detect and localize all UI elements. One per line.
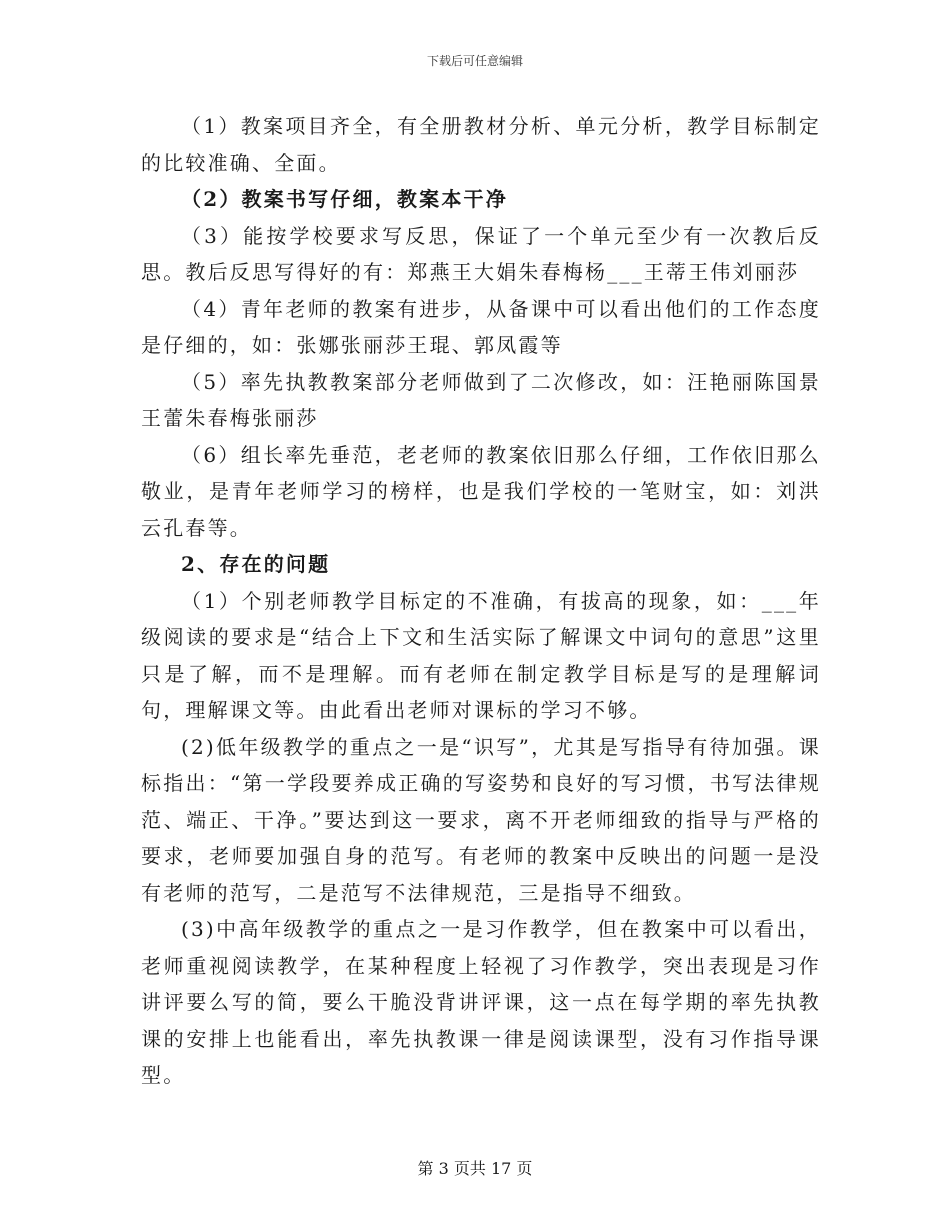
paragraph-6: （6）组长率先垂范，老老师的教案依旧那么仔细，工作依旧那么敬业，是青年老师学习的榜样，也是我们学校的一笔财宝，如：刘洪云孔春等。 (141, 442, 821, 540)
section-heading-problems: 2、存在的问题 (181, 552, 331, 576)
document-body (141, 108, 821, 1094)
paragraph-3: （3）能按学校要求写反思，保证了一个单元至少有一次教后反思。教后反思写得好的有：郑燕王大娟朱春梅杨___王蒂王伟刘丽莎 (141, 223, 821, 284)
paragraph-1: （1）教案项目齐全，有全册教材分析、单元分析，教学目标制定的比较准确、全面。 (141, 114, 821, 175)
page-header-note: 下载后可任意编辑 (426, 54, 523, 68)
paragraph-4: （4）青年老师的教案有进步，从备课中可以看出他们的工作态度是仔细的，如：张娜张丽莎王琨、郭凤霞等 (141, 296, 821, 357)
page-number: 第 3 页共 17 页 (417, 1159, 533, 1178)
paragraph-problem-1: （1）个别老师教学目标定的不准确，有拔高的现象，如：___年级阅读的要求是“结合上下文和生活实际了解课文中词句的意思”这里只是了解，而不是理解。而有老师在制定教学目标是写的是理解词句，理解课文等。由此看出老师对课标的学习不够。 (141, 588, 821, 722)
paragraph-problem-2: (2)低年级教学的重点之一是“识写”，尤其是写指导有待加强。课标指出：“第一学段要养成正确的写姿势和良好的写习惯，书写法律规范、端正、干净。”要达到这一要求，离不开老师细致的指导与严格的要求，老师要加强自身的范写。有老师的教案中反映出的问题一是没有老师的范写，二是范写不法律规范，三是指导不细致。 (141, 734, 821, 905)
paragraph-problem-3: (3)中高年级教学的重点之一是习作教学，但在教案中可以看出，老师重视阅读教学，在某种程度上轻视了习作教学，突出表现是习作讲评要么写的简，要么干脆没背讲评课，这一点在每学期的率先执教课的安排上也能看出，率先执教课一律是阅读课型，没有习作指导课型。 (141, 917, 821, 1087)
paragraph-5: （5）率先执教教案部分老师做到了二次修改，如：汪艳丽陈国景王蕾朱春梅张丽莎 (141, 369, 821, 430)
heading-lesson-plan-neat: （2）教案书写仔细，教案本干净 (181, 187, 508, 211)
